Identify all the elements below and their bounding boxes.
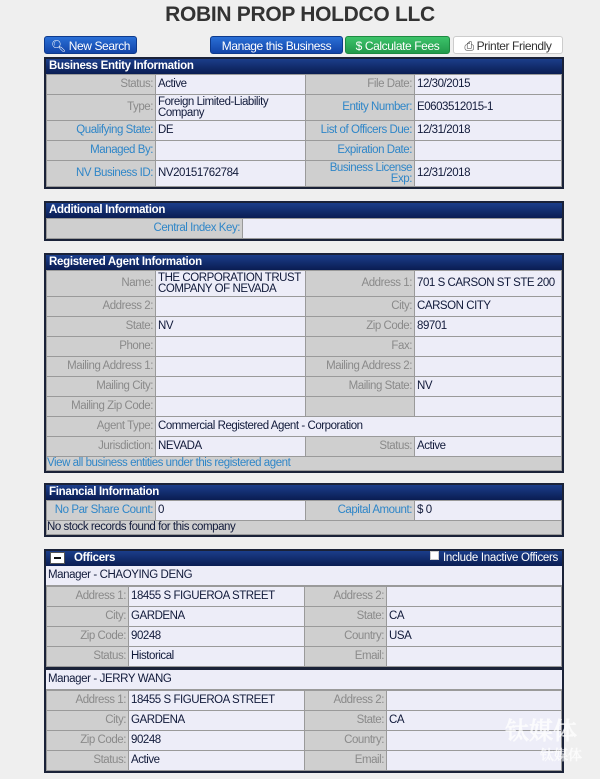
agent-address2-label: Address 2: — [47, 297, 156, 317]
no-par-label[interactable]: No Par Share Count: — [47, 501, 156, 521]
agent-state-value: NV — [156, 317, 306, 337]
entity-number-value: E0603512015-1 — [415, 95, 562, 121]
email-label: Email: — [305, 751, 387, 771]
address1-label: Address 1: — [47, 691, 129, 711]
agent-mail-state-value: NV — [415, 377, 562, 397]
agent-mail2-value — [415, 357, 562, 377]
agent-city-label: City: — [306, 297, 415, 317]
state-value: CA — [387, 711, 562, 731]
empty-cell — [306, 397, 415, 417]
watermark-small: 钛媒体 — [540, 747, 582, 763]
search-icon: 🔍︎ — [50, 39, 66, 53]
address2-value — [387, 587, 562, 607]
registered-agent-panel — [44, 253, 564, 473]
city-value: GARDENA — [129, 607, 305, 627]
country-label: Country: — [305, 731, 387, 751]
jurisdiction-value: NEVADA — [156, 437, 306, 457]
status-label: Status: — [47, 647, 129, 667]
email-value — [387, 647, 562, 667]
collapse-toggle[interactable] — [50, 552, 65, 564]
agent-type-value: Commercial Registered Agent - Corporation — [156, 417, 562, 437]
agent-mail-city-value — [156, 377, 306, 397]
cik-label[interactable]: Central Index Key: — [47, 219, 243, 239]
new-search-button[interactable]: 🔍︎ New Search — [44, 36, 137, 54]
city-label: City: — [47, 607, 129, 627]
printer-icon: ⎙ — [464, 39, 474, 53]
type-label: Type: — [47, 95, 156, 121]
officers-due-value: 12/31/2018 — [415, 121, 562, 141]
officers-due-label[interactable]: List of Officers Due: — [306, 121, 415, 141]
watermark: 钛媒体 — [505, 718, 577, 745]
section-header: Financial Information — [46, 485, 562, 500]
additional-info-panel — [44, 201, 564, 241]
address1-value: 18455 S FIGUEROA STREET — [129, 691, 305, 711]
file-date-value: 12/30/2015 — [415, 75, 562, 95]
country-label: Country: — [305, 627, 387, 647]
status-label: Status: — [47, 75, 156, 95]
section-header: Registered Agent Information — [46, 255, 562, 270]
zip-label: Zip Code: — [47, 731, 129, 751]
license-exp-value: 12/31/2018 — [415, 161, 562, 187]
agent-fax-value — [415, 337, 562, 357]
agent-fax-label: Fax: — [306, 337, 415, 357]
address2-value — [387, 691, 562, 711]
address2-label: Address 2: — [305, 587, 387, 607]
agent-name-label: Name: — [47, 271, 156, 297]
page-title: ROBIN PROP HOLDCO LLC — [165, 3, 435, 26]
agent-mail-zip-value — [156, 397, 306, 417]
financial-panel — [44, 483, 564, 537]
agent-mail-zip-label: Mailing Zip Code: — [47, 397, 156, 417]
qualifying-state-label[interactable]: Qualifying State: — [47, 121, 156, 141]
state-label: State: — [305, 607, 387, 627]
agent-mail-state-label: Mailing State: — [306, 377, 415, 397]
status-value: Historical — [129, 647, 305, 667]
entity-number-label[interactable]: Entity Number: — [306, 95, 415, 121]
agent-status-label: Status: — [306, 437, 415, 457]
email-value — [387, 751, 562, 771]
no-stock-message: No stock records found for this company — [47, 521, 562, 535]
business-entity-panel — [44, 57, 564, 189]
agent-mail1-label: Mailing Address 1: — [47, 357, 156, 377]
address1-value: 18455 S FIGUEROA STREET — [129, 587, 305, 607]
agent-type-label: Agent Type: — [47, 417, 156, 437]
section-header: Officers Include Inactive Officers — [46, 551, 562, 566]
officer-record — [46, 670, 562, 771]
country-value: USA — [387, 627, 562, 647]
zip-value: 90248 — [129, 627, 305, 647]
section-header: Business Entity Information — [46, 59, 562, 74]
agent-zip-value: 89701 — [415, 317, 562, 337]
state-value: CA — [387, 607, 562, 627]
address2-label: Address 2: — [305, 691, 387, 711]
type-value: Foreign Limited-Liability Company — [156, 95, 306, 121]
officer-record — [46, 566, 562, 667]
state-label: State: — [305, 711, 387, 731]
zip-value: 90248 — [129, 731, 305, 751]
nv-business-id-value: NV20151762784 — [156, 161, 306, 187]
file-date-label: File Date: — [306, 75, 415, 95]
agent-city-value: CARSON CITY — [415, 297, 562, 317]
nv-business-id-label[interactable]: NV Business ID: — [47, 161, 156, 187]
agent-state-label: State: — [47, 317, 156, 337]
agent-zip-label: Zip Code: — [306, 317, 415, 337]
calculate-fees-button[interactable]: $ Calculate Fees — [345, 36, 450, 54]
agent-address1-value: 701 S CARSON ST STE 200 — [415, 271, 562, 297]
officer-title: Manager - CHAOYING DENG — [46, 566, 562, 586]
capital-amount-label[interactable]: Capital Amount: — [306, 501, 415, 521]
manage-business-button[interactable]: Manage this Business — [210, 36, 343, 54]
agent-address2-value — [156, 297, 306, 317]
email-label: Email: — [305, 647, 387, 667]
officer-title: Manager - JERRY WANG — [46, 670, 562, 690]
expiration-label[interactable]: Expiration Date: — [306, 141, 415, 161]
agent-mail-city-label: Mailing City: — [47, 377, 156, 397]
license-exp-label[interactable]: Business License Exp: — [306, 161, 415, 187]
managed-by-label[interactable]: Managed By: — [47, 141, 156, 161]
agent-status-value: Active — [415, 437, 562, 457]
dollar-icon: $ — [355, 39, 362, 53]
status-label: Status: — [47, 751, 129, 771]
status-value: Active — [156, 75, 306, 95]
jurisdiction-label: Jurisdiction: — [47, 437, 156, 457]
agent-phone-value — [156, 337, 306, 357]
checkbox-icon[interactable] — [430, 551, 439, 560]
managed-by-value — [156, 141, 306, 161]
agent-mail2-label: Mailing Address 2: — [306, 357, 415, 377]
agent-phone-label: Phone: — [47, 337, 156, 357]
view-all-entities-link[interactable]: View all business entities under this registered agent — [47, 457, 291, 469]
capital-amount-value: $ 0 — [415, 501, 562, 521]
zip-label: Zip Code: — [47, 627, 129, 647]
no-par-value: 0 — [156, 501, 306, 521]
expiration-value — [415, 141, 562, 161]
city-value: GARDENA — [129, 711, 305, 731]
agent-name-value: THE CORPORATION TRUST COMPANY OF NEVADA — [156, 271, 306, 297]
city-label: City: — [47, 711, 129, 731]
section-header: Additional Information — [46, 203, 562, 218]
cik-value — [243, 219, 562, 239]
agent-mail1-value — [156, 357, 306, 377]
agent-address1-label: Address 1: — [306, 271, 415, 297]
officers-panel — [44, 549, 564, 773]
address1-label: Address 1: — [47, 587, 129, 607]
qualifying-state-value: DE — [156, 121, 306, 141]
include-inactive-toggle[interactable]: Include Inactive Officers — [430, 551, 558, 566]
status-value: Active — [129, 751, 305, 771]
empty-cell — [415, 397, 562, 417]
printer-friendly-button[interactable]: ⎙ Printer Friendly — [453, 36, 563, 54]
